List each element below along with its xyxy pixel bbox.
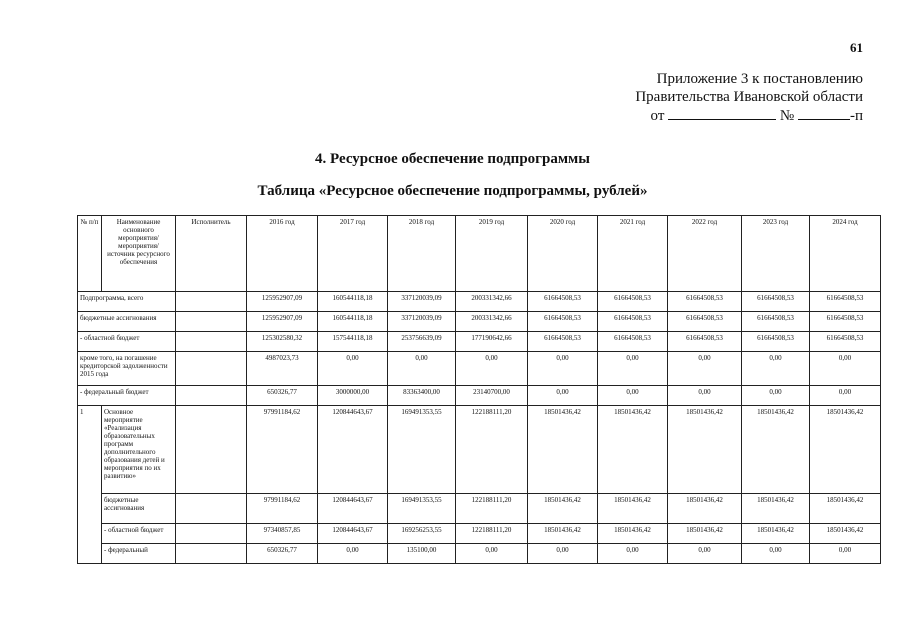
value-cell: 0,00: [318, 544, 388, 564]
appendix-block: [635, 70, 863, 125]
value-cell: 160544118,18: [318, 292, 388, 312]
activity-num: 1: [78, 406, 102, 564]
value-cell: 61664508,53: [598, 312, 668, 332]
executor-cell: [176, 352, 247, 386]
executor-cell: [176, 386, 247, 406]
row-label: - федеральный бюджет: [78, 386, 176, 406]
value-cell: 0,00: [598, 352, 668, 386]
value-cell: 253756639,09: [388, 332, 456, 352]
resource-table: [77, 215, 881, 564]
value-cell: 61664508,53: [528, 332, 598, 352]
value-cell: 0,00: [598, 386, 668, 406]
value-cell: 18501436,42: [598, 406, 668, 494]
row-label: бюджетные ассигнования: [78, 312, 176, 332]
executor-cell: [176, 494, 247, 524]
value-cell: 125952907,09: [247, 312, 318, 332]
header-year: 2021 год: [598, 216, 668, 292]
table-row-activity: [78, 406, 881, 494]
value-cell: 122188111,20: [456, 494, 528, 524]
value-cell: 18501436,42: [810, 494, 881, 524]
value-cell: 18501436,42: [598, 524, 668, 544]
executor-cell: [176, 292, 247, 312]
number-sign: №: [779, 108, 795, 124]
value-cell: 120844643,67: [318, 524, 388, 544]
row-label: Подпрограмма, всего: [78, 292, 176, 312]
table-title: Таблица «Ресурсное обеспечение подпрограммы, рублей»: [257, 183, 648, 199]
value-cell: 0,00: [318, 352, 388, 386]
header-year: 2018 год: [388, 216, 456, 292]
value-cell: 0,00: [810, 386, 881, 406]
section-title: 4. Ресурсное обеспечение подпрограммы: [315, 151, 590, 167]
value-cell: 18501436,42: [528, 406, 598, 494]
number-suffix: -п: [849, 108, 863, 124]
value-cell: 18501436,42: [742, 406, 810, 494]
value-cell: 83363400,00: [388, 386, 456, 406]
appendix-line-1: Приложение 3 к постановлению: [656, 71, 863, 87]
value-cell: 650326,77: [247, 544, 318, 564]
value-cell: 4987023,73: [247, 352, 318, 386]
executor-cell: [176, 332, 247, 352]
value-cell: 125952907,09: [247, 292, 318, 312]
value-cell: 120844643,67: [318, 494, 388, 524]
table-row: [78, 544, 881, 564]
executor-cell: [176, 406, 247, 494]
value-cell: 125302580,32: [247, 332, 318, 352]
value-cell: 18501436,42: [742, 494, 810, 524]
value-cell: 61664508,53: [668, 292, 742, 312]
value-cell: 18501436,42: [528, 524, 598, 544]
table-row: [78, 386, 881, 406]
value-cell: 120844643,67: [318, 406, 388, 494]
value-cell: 0,00: [598, 544, 668, 564]
row-label: - областной бюджет: [102, 524, 176, 544]
value-cell: 61664508,53: [668, 332, 742, 352]
header-year: 2023 год: [742, 216, 810, 292]
executor-cell: [176, 544, 247, 564]
value-cell: 337120039,09: [388, 312, 456, 332]
value-cell: 61664508,53: [668, 312, 742, 332]
header-year: 2022 год: [668, 216, 742, 292]
value-cell: 337120039,09: [388, 292, 456, 312]
value-cell: 61664508,53: [810, 332, 881, 352]
value-cell: 122188111,20: [456, 406, 528, 494]
value-cell: 18501436,42: [668, 524, 742, 544]
appendix-line-2: Правительства Ивановской области: [635, 89, 863, 105]
value-cell: 18501436,42: [528, 494, 598, 524]
value-cell: 169256253,55: [388, 524, 456, 544]
value-cell: 0,00: [742, 352, 810, 386]
value-cell: 23140700,00: [456, 386, 528, 406]
header-year: 2016 год: [247, 216, 318, 292]
value-cell: 3000000,00: [318, 386, 388, 406]
value-cell: 97340857,85: [247, 524, 318, 544]
executor-cell: [176, 524, 247, 544]
value-cell: 0,00: [742, 386, 810, 406]
value-cell: 200331342,66: [456, 312, 528, 332]
value-cell: 18501436,42: [668, 406, 742, 494]
value-cell: 61664508,53: [810, 292, 881, 312]
date-blank: [668, 106, 776, 120]
header-year: 2017 год: [318, 216, 388, 292]
number-blank: [798, 106, 850, 120]
value-cell: 61664508,53: [810, 312, 881, 332]
value-cell: 177190642,66: [456, 332, 528, 352]
value-cell: 169491353,55: [388, 494, 456, 524]
row-label: кроме того, на погашение кредиторской задолженности 2015 года: [78, 352, 176, 386]
value-cell: 61664508,53: [742, 312, 810, 332]
value-cell: 61664508,53: [528, 292, 598, 312]
header-executor: Исполнитель: [176, 216, 247, 292]
value-cell: 18501436,42: [668, 494, 742, 524]
value-cell: 122188111,20: [456, 524, 528, 544]
appendix-date-line: [635, 106, 863, 125]
value-cell: 61664508,53: [742, 332, 810, 352]
table-row: [78, 332, 881, 352]
value-cell: 18501436,42: [598, 494, 668, 524]
table-row: [78, 494, 881, 524]
activity-name: Основное мероприятие «Реализация образовательных программ дополнительного образования детей и мероприятия по их развитию»: [102, 406, 176, 494]
header-year: 2019 год: [456, 216, 528, 292]
header-year: 2020 год: [528, 216, 598, 292]
header-name: Наименование основного мероприятия/ мероприятия/ источник ресурсного обеспечения: [102, 216, 176, 292]
value-cell: 97991184,62: [247, 494, 318, 524]
value-cell: 0,00: [668, 386, 742, 406]
header-year: 2024 год: [810, 216, 881, 292]
value-cell: 0,00: [668, 352, 742, 386]
table-row: [78, 292, 881, 312]
table-header-row: [78, 216, 881, 292]
table-row: [78, 524, 881, 544]
value-cell: 0,00: [528, 544, 598, 564]
executor-cell: [176, 312, 247, 332]
value-cell: 200331342,66: [456, 292, 528, 312]
row-label: бюджетные ассигнования: [102, 494, 176, 524]
value-cell: 0,00: [456, 544, 528, 564]
table-row: [78, 352, 881, 386]
value-cell: 0,00: [388, 352, 456, 386]
value-cell: 160544118,18: [318, 312, 388, 332]
value-cell: 61664508,53: [528, 312, 598, 332]
value-cell: 61664508,53: [742, 292, 810, 312]
value-cell: 18501436,42: [810, 524, 881, 544]
page-number: 61: [850, 40, 863, 55]
value-cell: 135100,00: [388, 544, 456, 564]
header-num: № п/п: [78, 216, 102, 292]
value-cell: 650326,77: [247, 386, 318, 406]
value-cell: 169491353,55: [388, 406, 456, 494]
table-row: [78, 312, 881, 332]
value-cell: 0,00: [528, 352, 598, 386]
value-cell: 157544118,18: [318, 332, 388, 352]
value-cell: 0,00: [810, 544, 881, 564]
value-cell: 0,00: [668, 544, 742, 564]
value-cell: 61664508,53: [598, 332, 668, 352]
value-cell: 18501436,42: [742, 524, 810, 544]
value-cell: 97991184,62: [247, 406, 318, 494]
value-cell: 0,00: [742, 544, 810, 564]
row-label: - федеральный: [102, 544, 176, 564]
value-cell: 61664508,53: [598, 292, 668, 312]
value-cell: 0,00: [810, 352, 881, 386]
date-prefix: от: [650, 108, 665, 124]
value-cell: 18501436,42: [810, 406, 881, 494]
value-cell: 0,00: [456, 352, 528, 386]
value-cell: 0,00: [528, 386, 598, 406]
row-label: - областной бюджет: [78, 332, 176, 352]
